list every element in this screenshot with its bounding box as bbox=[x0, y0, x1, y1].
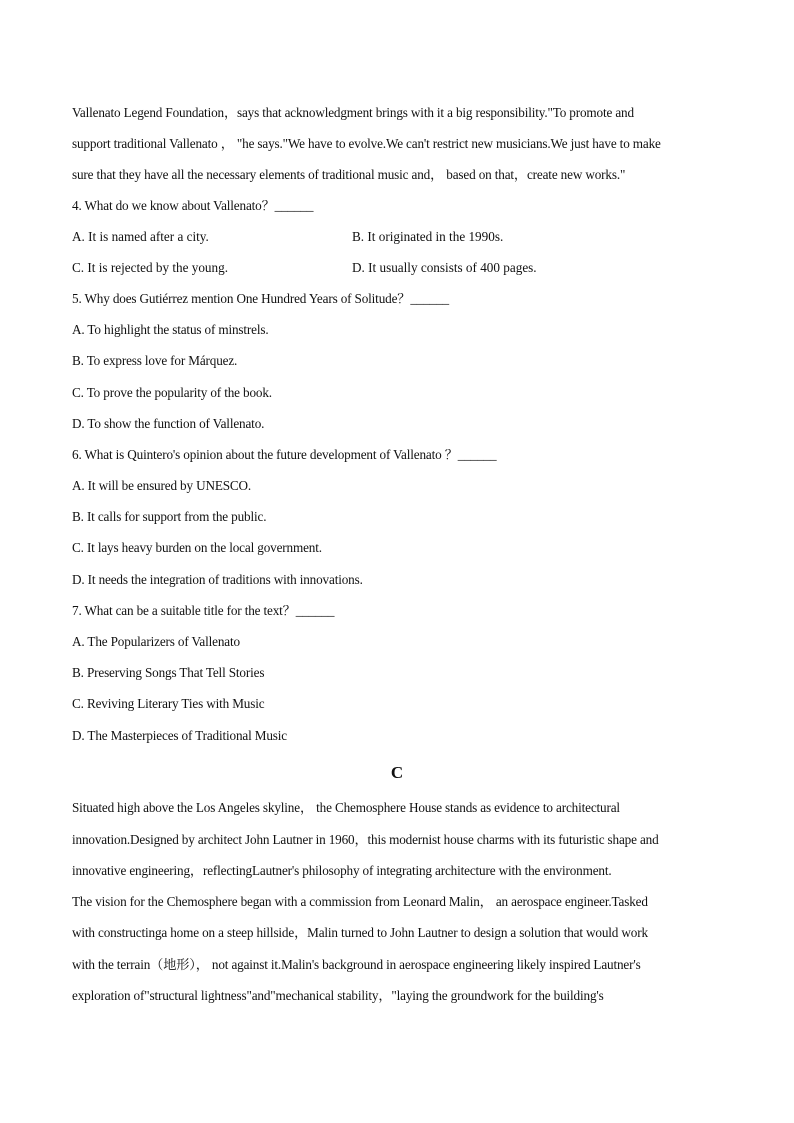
passage-line: exploration of"structural lightness"and"mechanical stability，"laying the groundwork for the building's bbox=[72, 988, 604, 1003]
option-a: A. The Popularizers of Vallenato bbox=[72, 634, 240, 649]
question-6-stem: 6. What is Quintero's opinion about the future development of Vallenato ？______ bbox=[72, 447, 497, 462]
passage-line: support traditional Vallenato ， "he says."We have to evolve.We can't restrict new musicians.We just have to make bbox=[72, 136, 661, 151]
question-4-options-row-2 bbox=[72, 260, 732, 276]
question-7-stem: 7. What can be a suitable title for the text？______ bbox=[72, 603, 335, 618]
option-c: C. It lays heavy burden on the local government. bbox=[72, 540, 322, 555]
passage-line: innovative engineering，reflectingLautner's philosophy of integrating architecture with the environment. bbox=[72, 863, 612, 878]
option-a: A. It is named after a city. bbox=[72, 229, 209, 244]
question-4-options-row-1 bbox=[72, 229, 732, 245]
option-b: B. To express love for Márquez. bbox=[72, 353, 238, 368]
option-b: B. Preserving Songs That Tell Stories bbox=[72, 665, 265, 680]
option-c: C. It is rejected by the young. bbox=[72, 260, 229, 275]
question-5-stem: 5. Why does Gutiérrez mention One Hundred Years of Solitude？______ bbox=[72, 291, 449, 306]
passage-line: sure that they have all the necessary elements of traditional music and， based on that，create new works." bbox=[72, 167, 626, 182]
passage-line: with the terrain（地形）， not against it.Malin's background in aerospace engineering likely inspired Lautner's bbox=[72, 957, 641, 972]
option-c: C. Reviving Literary Ties with Music bbox=[72, 696, 265, 711]
option-b: B. It originated in the 1990s. bbox=[352, 229, 504, 244]
option-d: D. To show the function of Vallenato. bbox=[72, 416, 265, 431]
passage-line: The vision for the Chemosphere began with a commission from Leonard Malin， an aerospace engineer.Tasked bbox=[72, 894, 648, 909]
option-d: D. It usually consists of 400 pages. bbox=[352, 260, 537, 275]
question-4-stem: 4. What do we know about Vallenato？______ bbox=[72, 198, 314, 213]
passage-line: Vallenato Legend Foundation，says that acknowledgment brings with it a big responsibility."To promote and bbox=[72, 105, 634, 120]
section-c-heading: C bbox=[390, 763, 404, 782]
option-d: D. It needs the integration of traditions with innovations. bbox=[72, 572, 363, 587]
passage-line: Situated high above the Los Angeles skyline， the Chemosphere House stands as evidence to architectural bbox=[72, 800, 620, 815]
passage-line: with constructinga home on a steep hillside，Malin turned to John Lautner to design a solution that would work bbox=[72, 925, 648, 940]
option-d: D. The Masterpieces of Traditional Music bbox=[72, 728, 287, 743]
option-a: A. To highlight the status of minstrels. bbox=[72, 322, 269, 337]
passage-line: innovation.Designed by architect John Lautner in 1960，this modernist house charms with its futuristic shape and bbox=[72, 832, 659, 847]
option-a: A. It will be ensured by UNESCO. bbox=[72, 478, 252, 493]
option-b: B. It calls for support from the public. bbox=[72, 509, 267, 524]
option-c: C. To prove the popularity of the book. bbox=[72, 385, 272, 400]
